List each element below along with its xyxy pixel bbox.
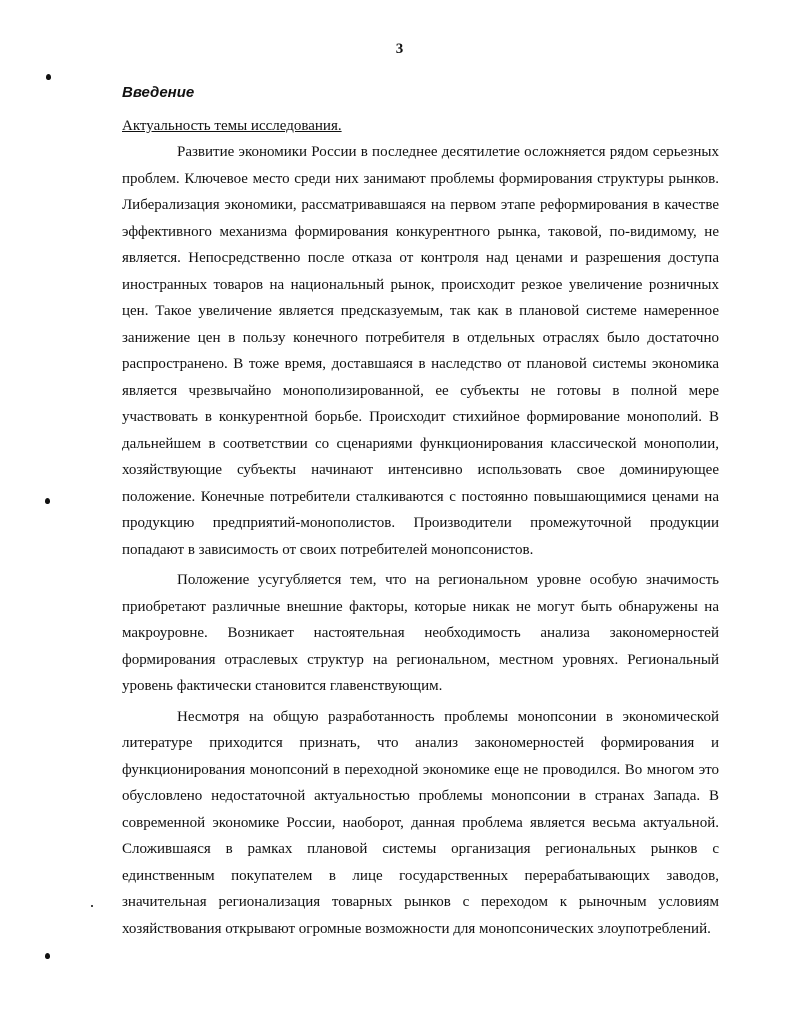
scan-speck xyxy=(91,905,93,907)
page-number: 3 xyxy=(395,41,404,57)
subsection-heading: Актуальность темы исследования. xyxy=(122,118,342,134)
document-body xyxy=(122,80,719,942)
paragraph: Положение усугубляется тем, что на региональном уровне особую значимость приобретают различные внешние факторы, которые никак не могут быть обнаружены на макроуровне. Возникает настоятельная необходимость анализа закономерностей формирования отраслевых структур на региональном, местном уровнях. Региональный уровень фактически становится главенствующим. xyxy=(122,572,719,694)
paragraph: Развитие экономики России в последнее десятилетие осложняется рядом серьезных проблем. Ключевое место среди них занимают проблемы формирования структуры рынков. Либерализация экономики, рассматривавшаяся на первом этапе реформирования в качестве эффективного механизма формирования конкурентного рынка, таковой, по-видимому, не является. Непосредственно после отказа от контроля над ценами и разрешения доступа иностранных товаров на национальный рынок, происходит резкое увеличение розничных цен. Такое увеличение является предсказуемым, так как в плановой системе намеренное занижение цен в пользу конечного потребителя в отдельных отраслях было достаточно распространено. В тоже время, доставшаяся в наследство от плановой системы экономика является чрезвычайно монополизированной, ее субъекты не готовы в полной мере участвовать в конкурентной борьбе. Происходит стихийное формирование монополий. В дальнейшем в соответствии со сценариями функционирования классической монополии, хозяйствующие субъекты начинают интенсивно использовать свое доминирующее положение. Конечные потребители сталкиваются с постоянно повышающимися ценами на продукцию предприятий-монополистов. Производители промежуточной продукции попадают в зависимость от своих потребителей монопсонистов. xyxy=(122,144,719,558)
binding-hole-mark xyxy=(46,74,51,80)
section-heading: Введение xyxy=(122,84,195,101)
binding-hole-mark xyxy=(45,498,50,504)
paragraph: Несмотря на общую разработанность проблемы монопсонии в экономической литературе приходится признать, что анализ закономерностей формирования и функционирования монопсоний в переходной экономике еще не проводился. Во многом это обусловлено недостаточной актуальностью проблемы монопсонии в странах Запада. В современной экономике России, наоборот, данная проблема является весьма актуальной. Сложившаяся в рамках плановой системы организация региональных рынков с единственным покупателем в лице государственных перерабатывающих заводов, значительная регионализация товарных рынков с переходом к рыночным условиям хозяйствования открывают огромные возможности для монопсонических злоупотреблений. xyxy=(122,708,719,937)
binding-hole-mark xyxy=(45,953,50,959)
